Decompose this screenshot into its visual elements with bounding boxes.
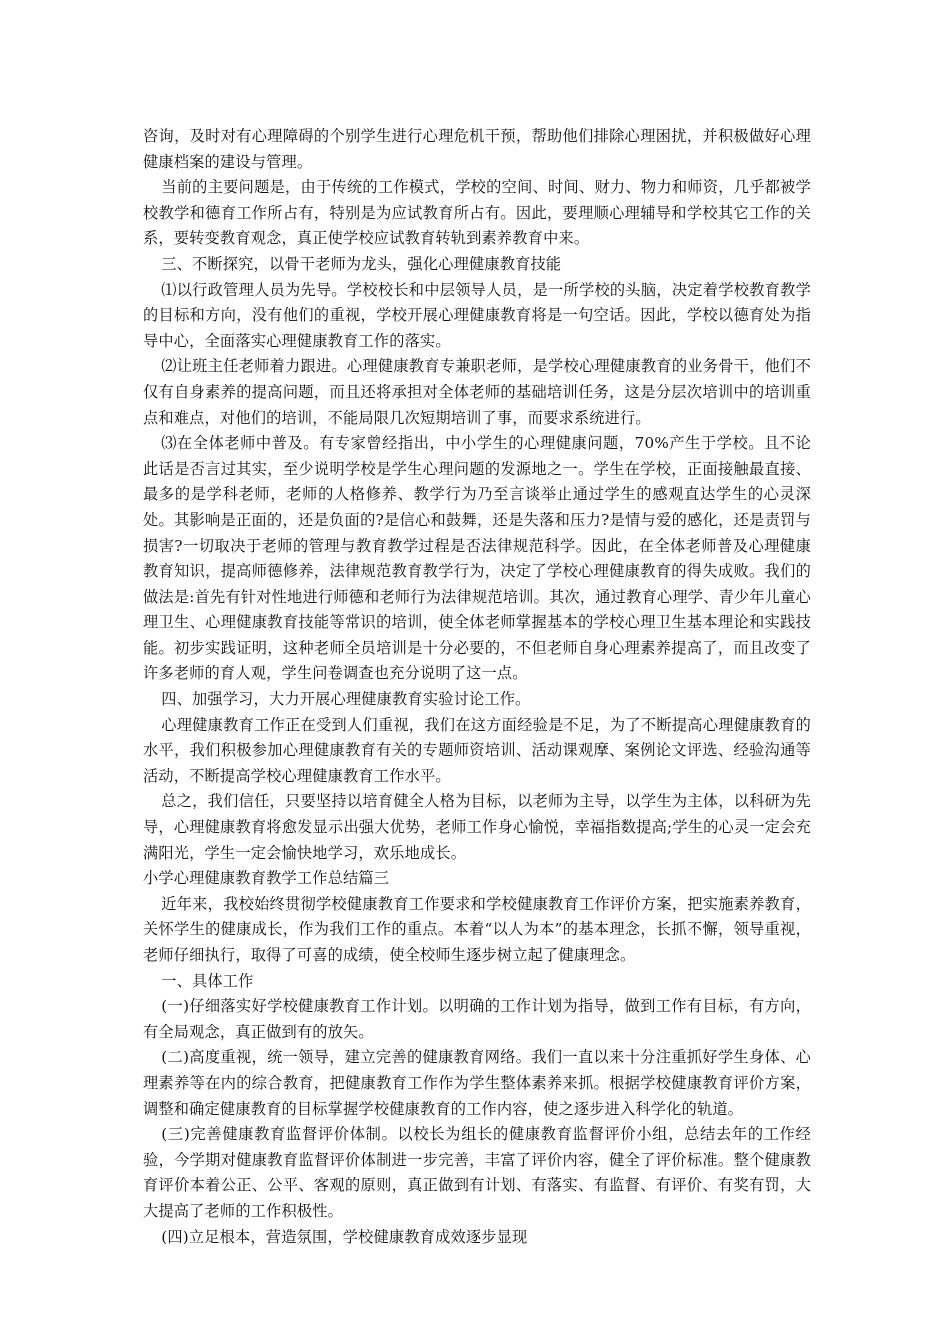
paragraph-continuation: 咨询，及时对有心理障碍的个别学生进行心理危机干预，帮助他们排除心理困扰，并积极做好心理健康档案的建设与管理。 (143, 127, 811, 171)
paragraph-intro: 近年来，我校始终贯彻学校健康教育工作要求和学校健康教育工作评价方案，把实施素养教育，关怀学生的健康成长，作为我们工作的重点。本着“以人为本”的基本理念，长抓不懈，领导重视，老师仔细执行，取得了可喜的成绩，使全校师生逐步树立起了健康理念。 (143, 894, 811, 964)
section-heading-1: 一、具体工作 (161, 971, 254, 990)
paragraph-item-1: ⑴以行政管理人员为先导。学校校长和中层领导人员，是一所学校的头脑，决定着学校教育教学的目标和方向，没有他们的重视，学校开展心理健康教育将是一句空话。因此，学校以德育处为指导中心，全面落实心理健康教育工作的落实。 (143, 280, 811, 350)
section-heading-4: 四、加强学习，大力开展心理健康教育实验讨论工作。 (161, 690, 531, 709)
section-heading-3: 三、不断探究，以骨干老师为龙头，强化心理健康教育技能 (161, 254, 562, 273)
paragraph-work-3: (三)完善健康教育监督评价体制。以校长为组长的健康教育监督评价小组，总结去年的工作经验，今学期对健康教育监督评价体制进一步完善，丰富了评价内容，健全了评价标准。整个健康教育评价本着公正、公平、客观的原则，真正做到有计划、有落实、有监督、有评价、有奖有罚，大大提高了老师的工作积极性。 (143, 1125, 811, 1220)
paragraph-main-problem: 当前的主要问题是，由于传统的工作模式，学校的空间、时间、财力、物力和师资，几乎都被学校教学和德育工作所占有，特别是为应试教育所占有。因此，要理顺心理辅导和学校其它工作的关系，要转变教育观念，真正使学校应试教育转轨到素养教育中来。 (143, 178, 811, 248)
document-page (143, 124, 811, 1250)
article-title-part-3: 小学心理健康教育教学工作总结篇三 (143, 869, 390, 888)
paragraph-item-2: ⑵让班主任老师着力跟进。心理健康教育专兼职老师，是学校心理健康教育的业务骨干，他们不仅有自身素养的提高问题，而且还将承担对全体老师的基础培训任务，这是分层次培训中的培训重点和难点，对他们的培训，不能局限几次短期培训了事，而要求系统进行。 (143, 357, 811, 427)
paragraph-work-1: (一)仔细落实好学校健康教育工作计划。以明确的工作计划为指导，做到工作有目标，有方向，有全局观念，真正做到有的放矢。 (143, 997, 811, 1041)
paragraph-learning: 心理健康教育工作正在受到人们重视，我们在这方面经验是不足，为了不断提高心理健康教育的水平，我们积极参加心理健康教育有关的专题师资培训、活动课观摩、案例论文评选、经验沟通等活动，不断提高学校心理健康教育工作水平。 (143, 715, 811, 785)
paragraph-work-2: (二)高度重视，统一领导，建立完善的健康教育网络。我们一直以来十分注重抓好学生身体、心理素养等在内的综合教育，把健康教育工作作为学生整体素养来抓。根据学校健康教育评价方案，调整和确定健康教育的目标掌握学校健康教育的工作内容，使之逐步进入科学化的轨道。 (143, 1048, 811, 1118)
paragraph-work-4: (四)立足根本，营造氛围，学校健康教育成效逐步显现 (161, 1227, 528, 1246)
paragraph-item-3: ⑶在全体老师中普及。有专家曾经指出，中小学生的心理健康问题，70%产生于学校。且不论此话是否言过其实，至少说明学校是学生心理问题的发源地之一。学生在学校，正面接触最直接、最多的是学科老师，老师的人格修养、教学行为乃至言谈举止通过学生的感观直达学生的心灵深处。其影响是正面的，还是负面的?是信心和鼓舞，还是失落和压力?是情与爱的感化，还是责罚与损害?一切取决于老师的管理与教育教学过程是否法律规范科学。因此，在全体老师普及心理健康教育知识，提高师德修养，法律规范教育教学行为，决定了学校心理健康教育的得失成败。我们的做法是:首先有针对性地进行师德和老师行为法律规范培训。其次，通过教育心理学、青少年儿童心理卫生、心理健康教育技能等常识的培训，使全体老师掌握基本的学校心理卫生基本理论和实践技能。初步实践证明，这种老师全员培训是十分必要的，不但老师自身心理素养提高了，而且改变了许多老师的育人观，学生问卷调查也充分说明了这一点。 (143, 434, 811, 683)
paragraph-summary: 总之，我们信任，只要坚持以培育健全人格为目标，以老师为主导，以学生为主体，以科研为先导，心理健康教育将愈发显示出强大优势，老师工作身心愉悦，幸福指数提高;学生的心灵一定会充满阳光，学生一定会愉快地学习，欢乐地成长。 (143, 792, 811, 862)
